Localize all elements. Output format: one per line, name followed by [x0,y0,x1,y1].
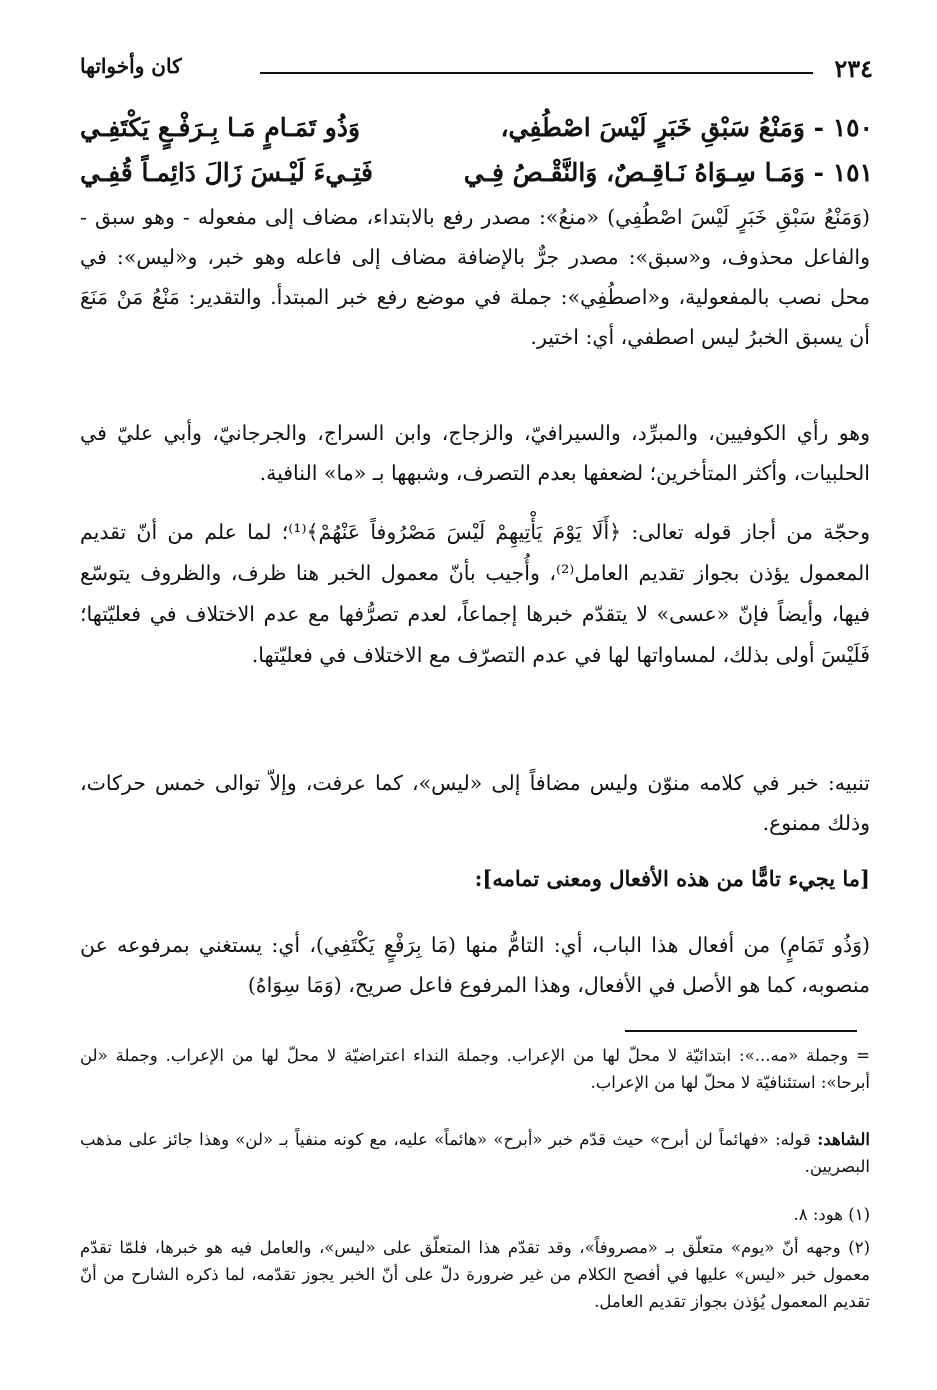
commentary-paragraph: وحجّة من أجاز قوله تعالى: ﴿أَلَا يَوْمَ يَأْتِيهِمْ لَيْسَ مَصْرُوفاً عَنْهُمْ﴾⁽¹⁾؛ لما علم من أنّ تقديم المعمول يؤذن بجواز تقديم العامل⁽²⁾، وأُجيب بأنّ معمول الخبر هنا ظرف، والظروف يتوسّع فيها، وأيضاً فإنّ «عسى» لا يتقدّم خبرها إجماعاً، لعدم تصرُّفها مع عدم الاختلاف في فعليّتها؛ فَلَيْسَ أولى بذلك، لمساواتها لها في عدم التصرّف مع الاختلاف في فعليّتها. [80,520,870,667]
verse-number: ١٥١ - [813,158,873,187]
page-number: ٢٣٤ [834,54,873,83]
note-paragraph: تنبيه: خبر في كلامه منوّن وليس مضافاً إلى «ليس»، كما عرفت، وإلاّ توالى خمس حركات، وذلك ممنوع. [80,771,870,835]
section-heading: [ما يجيء تامًّا من هذه الأفعال ومعنى تمامه]: [474,866,870,891]
verse-second-hemistich: وَذُو تَمَـامٍ مَـا بِـرَفْـعٍ يَكْتَفِـي [80,113,361,142]
footnote-continuation: = وجملة «مه...»: ابتدائيّة لا محلّ لها من الإعراب. وجملة النداء اعتراضيّة لا محلّ لها من الإعراب. وجملة «لن أبرحا»: استئنافيّة لا محلّ لها من الإعراب. [80,1046,870,1092]
shahid-label: الشاهد: [817,1130,870,1149]
verse-line [80,158,873,200]
running-title: كان وأخواتها [80,54,182,78]
commentary-paragraph: (وَمَنْعُ سَبْقِ خَبَرٍ لَيْسَ اصْطُفِي) «منعُ»: مصدر رفع بالابتداء، مضاف إلى مفعوله - وهو سبق - والفاعل محذوف، و«سبق»: مصدر جرٌّ بالإضافة مضاف إلى فاعله وهو خبر، و«ليس»: في محل نصب بالمفعولية، و«اصطُفِي»: جملة في موضع رفع خبر المبتدأ. والتقدير: مَنْعُ مَنْ مَنَعَ أن يسبق الخبرُ ليس اصطفي، أي: اختير. [80,205,870,349]
verse-second-hemistich: فَتِـيءَ لَيْـسَ زَالَ دَائِمـاً قُفِـي [80,158,373,187]
footnote-2: (٢) وجهه أنّ «يوم» متعلّق بـ «مصروفاً»، وقد تقدّم هذا المتعلّق على «ليس»، والعامل فيه هو خبرها، فلمّا تقدّم معمول خبر «ليس» عليها في أفصح الكلام من غير ضرورة دلّ على أنّ الخبر يجوز تقدّمه، لما ذكره الشارح من أنّ تقديم المعمول يُؤذن بجواز تقديم العامل. [80,1238,870,1311]
commentary-paragraph: وهو رأي الكوفيين، والمبرِّد، والسيرافيّ، والزجاج، وابن السراج، والجرجانيّ، وأبي عليّ في الحلبيات، وأكثر المتأخرين؛ لضعفها بعدم التصرف، وشبهها بـ «ما» النافية. [80,421,870,485]
verse-number: ١٥٠ - [813,113,873,142]
page-header [80,52,873,92]
verse-first-hemistich: وَمَنْعُ سَبْقِ خَبَرٍ لَيْسَ اصْطُفِي، [500,113,805,142]
verse-first-hemistich: وَمَـا سِـوَاهُ نَـاقِـصٌ، وَالنَّقْـصُ فِـي [463,158,805,187]
verse-line [80,113,873,155]
footnote-separator [625,1030,857,1032]
footnote-shahid [80,1126,870,1180]
commentary-paragraph: (وَذُو تَمَامٍ) من أفعال هذا الباب، أي: التامُّ منها (مَا بِرَفْعٍ يَكْتَفِي)، أي: يستغني بمرفوعه عن منصوبه، كما هو الأصل في الأفعال، وهذا المرفوع فاعل صريح، (وَمَا سِوَاهُ) [80,933,870,997]
header-rule [260,72,813,74]
shahid-text: قوله: «فهائماً لن أبرح» حيث قدّم خبر «أبرح» «هائماً» عليه، مع كونه منفياً بـ «لن» وهذا جائز على مذهب البصريين. [80,1130,870,1176]
footnote-1: (١) هود: ٨. [793,1205,870,1224]
